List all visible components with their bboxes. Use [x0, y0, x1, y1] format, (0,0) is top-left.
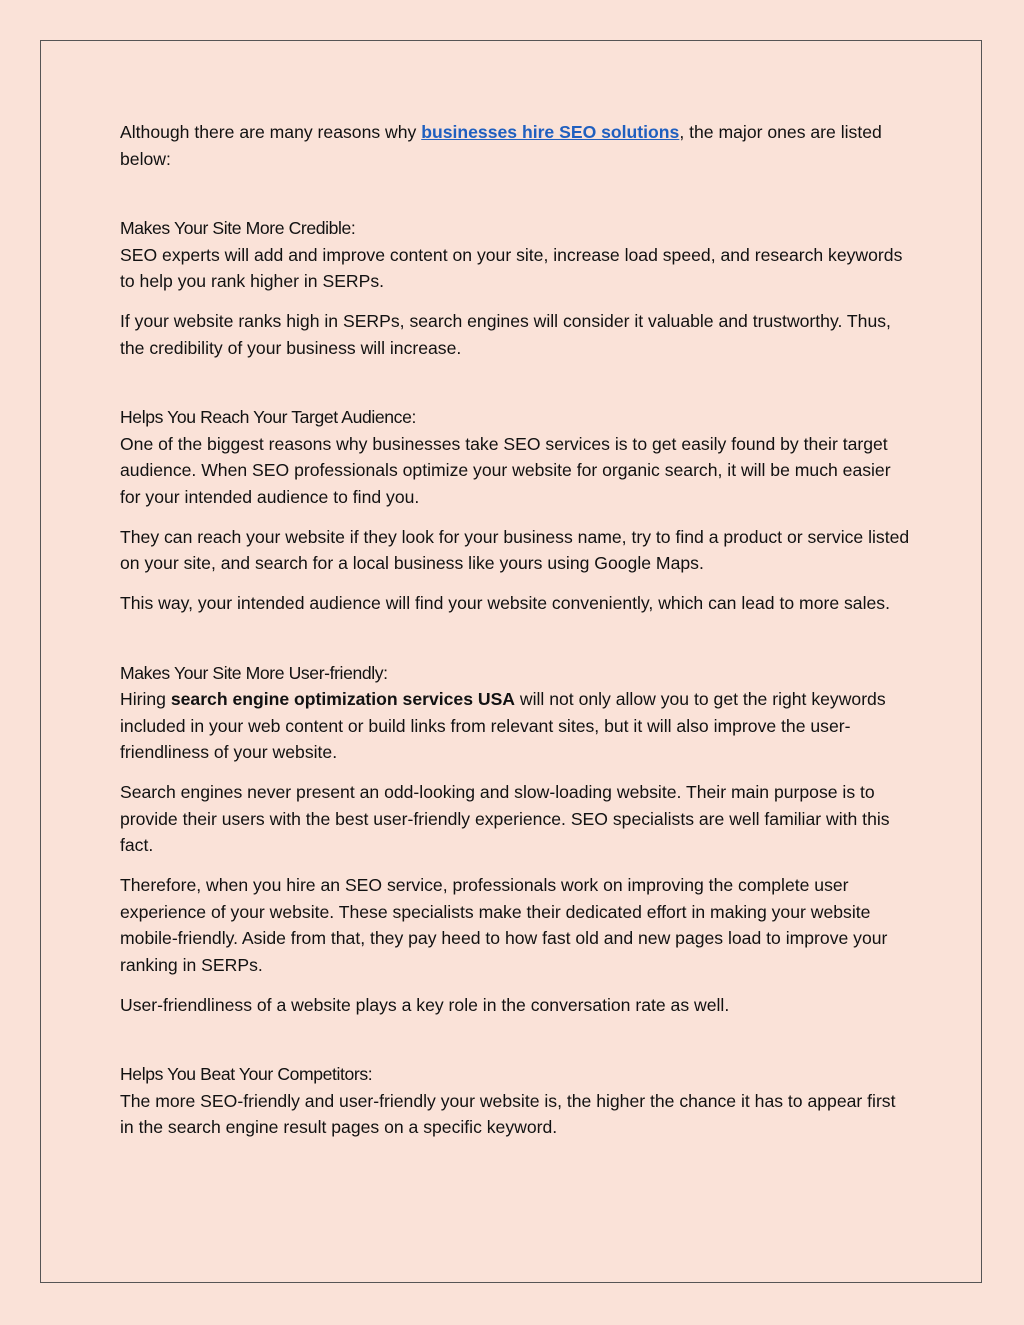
intro-paragraph — [120, 119, 910, 172]
paragraph-text-before: Hiring — [120, 689, 171, 709]
section-paragraph-with-bold — [120, 686, 910, 766]
section-heading-user-friendly: Makes Your Site More User-friendly: — [120, 662, 388, 683]
section-paragraph: This way, your intended audience will find your website conveniently, which can lead to more sales. — [120, 593, 890, 613]
document-body — [120, 119, 910, 1154]
section-paragraph: They can reach your website if they look for your business name, try to find a product or service listed on your site, and search for a local business like yours using Google Maps. — [120, 526, 910, 573]
section-paragraph: Therefore, when you hire an SEO service, professionals work on improving the complete user experience of your website. These specialists make their dedicated effort in making your website mobile-friendly. Aside from that, they pay heed to how fast old and new pages load to improve your ranking in SERPs. — [120, 875, 888, 975]
section-heading-credible: Makes Your Site More Credible: — [120, 218, 356, 238]
bold-keyword-phrase: search engine optimization services USA — [170, 689, 516, 709]
paragraph-text-after: will not only allow you to get the right keywords included in your web content or build links from relevant sites, but it will also improve the user-friendliness of your website. — [120, 689, 886, 762]
section-heading-competitors: Helps You Beat Your Competitors: — [120, 1064, 373, 1084]
section-paragraph: Search engines never present an odd-looking and slow-loading website. Their main purpose is to provide their users with the best user-friendly experience. SEO specialists are well familiar with this fact. — [120, 782, 890, 855]
businesses-hire-seo-link[interactable]: businesses hire SEO solutions — [421, 122, 680, 142]
intro-text-before: Although there are many reasons why — [120, 122, 422, 142]
intro-text-after: , the major ones are listed below: — [120, 122, 882, 169]
section-heading-target-audience: Helps You Reach Your Target Audience: — [120, 407, 416, 427]
section-paragraph: User-friendliness of a website plays a key role in the conversation rate as well. — [120, 994, 730, 1015]
section-paragraph: SEO experts will add and improve content on your site, increase load speed, and research keywords to help you rank higher in SERPs. — [120, 244, 903, 291]
section-paragraph: If your website ranks high in SERPs, search engines will consider it valuable and trustworthy. Thus, the credibility of your business will increase. — [120, 311, 891, 358]
section-paragraph: The more SEO-friendly and user-friendly your website is, the higher the chance it has to appear first in the search engine result pages on a specific keyword. — [120, 1090, 896, 1137]
section-paragraph: One of the biggest reasons why businesses take SEO services is to get easily found by their target audience. When SEO professionals optimize your website for organic search, it will be much easier for your intended audience to find you. — [120, 433, 891, 507]
